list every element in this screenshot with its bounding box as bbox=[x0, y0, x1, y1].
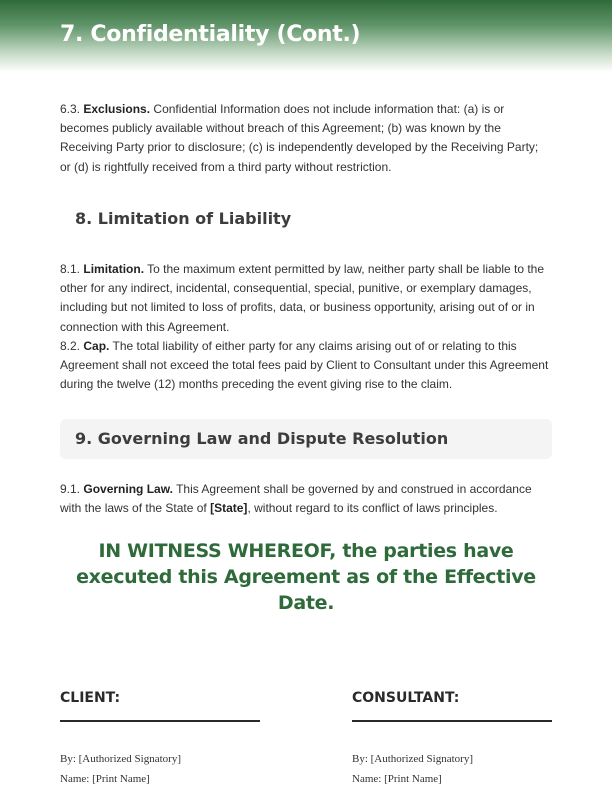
client-name: Name: [Print Name] bbox=[60, 773, 150, 785]
clause-number: 9.1. bbox=[60, 482, 81, 496]
clause-text-after: , without regard to its conflict of laws principles. bbox=[247, 501, 498, 516]
clause-9-1 bbox=[60, 480, 552, 518]
page-title: 7. Confidentiality (Cont.) bbox=[60, 22, 361, 47]
clause-8-2 bbox=[60, 337, 552, 395]
clause-6-3 bbox=[60, 100, 552, 177]
consultant-signature-line bbox=[352, 720, 552, 722]
clause-title: Limitation. bbox=[83, 262, 145, 276]
clause-title: Cap. bbox=[83, 339, 110, 353]
client-by: By: [Authorized Signatory] bbox=[60, 753, 181, 765]
header-banner bbox=[0, 0, 612, 72]
clause-text: To the maximum extent permitted by law, neither party shall be liable to the other for any indirect, incidental, consequential, special, punitive, or exemplary damages, including but not limited to loss of profits, data, or business opportunity, arising out of or in connection with this Agreement. bbox=[60, 262, 545, 334]
section-heading-governing-law: 9. Governing Law and Dispute Resolution bbox=[60, 419, 552, 459]
consultant-signature-block bbox=[352, 690, 552, 789]
clause-number: 6.3. bbox=[60, 102, 81, 116]
client-signature-line bbox=[60, 720, 260, 722]
section-heading-limitation: 8. Limitation of Liability bbox=[75, 209, 292, 228]
clause-text: The total liability of either party for any claims arising out of or relating to this Agreement shall not exceed the total fees paid by Client to Consultant under this Agreement during the twelve (12) months preceding the event giving rise to the claim. bbox=[60, 339, 549, 392]
witness-line-1: IN WITNESS WHEREOF, the parties have bbox=[98, 540, 514, 562]
clause-title: Exclusions. bbox=[83, 102, 151, 116]
clause-title: Governing Law. bbox=[83, 482, 173, 496]
client-signature-block bbox=[60, 690, 260, 789]
clause-text: This Agreement shall be governed by and construed in accordance with the laws of the State of bbox=[60, 482, 532, 516]
witness-line-2: executed this Agreement as of the Effective Date. bbox=[76, 566, 536, 614]
clause-text: Confidential Information does not include information that: (a) is or becomes publicly available without breach of this Agreement; (b) was known by the Receiving Party prior to disclosure; (c) is independently developed by the Receiving Party; or (d) is rightfully received from a third party without restriction. bbox=[60, 102, 539, 174]
clause-number: 8.1. bbox=[60, 262, 81, 276]
witness-statement bbox=[60, 538, 552, 616]
state-placeholder: [State] bbox=[210, 501, 248, 516]
consultant-by: By: [Authorized Signatory] bbox=[352, 753, 473, 765]
consultant-name: Name: [Print Name] bbox=[352, 773, 442, 785]
clause-8-1 bbox=[60, 260, 552, 337]
clause-number: 8.2. bbox=[60, 339, 81, 353]
consultant-label: CONSULTANT: bbox=[352, 690, 460, 706]
client-label: CLIENT: bbox=[60, 690, 121, 706]
